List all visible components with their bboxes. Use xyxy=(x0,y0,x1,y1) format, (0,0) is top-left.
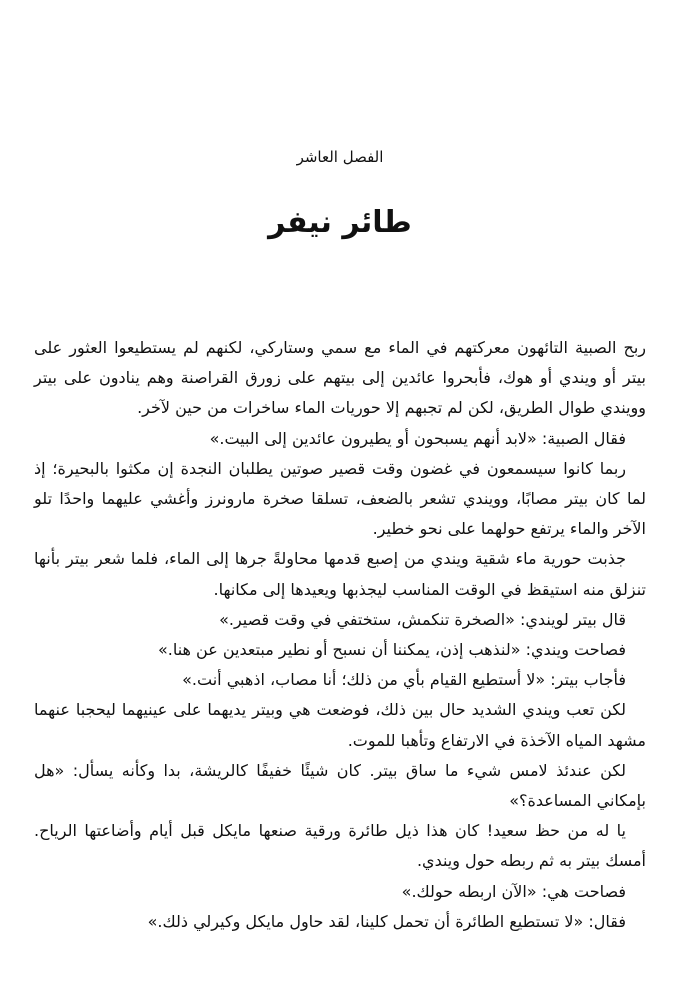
paragraph: فقال: «لا تستطيع الطائرة أن تحمل كلينا، لقد حاول مايكل وكيرلي ذلك.» xyxy=(147,911,626,931)
paragraph: ربح الصبية التائهون معركتهم في الماء مع سمي وستاركي، لكنهم لم يستطيعوا العثور على بيتر أو ويندي أو هوك، فأبحروا عائدين إلى بيتهم على زورق القراصنة وهم ينادون على بيتر وويندي طوال الطريق، لكن لم تجبهم إلا حوريات الماء ساخرات من حين لآخر. xyxy=(34,338,646,418)
paragraph: قال بيتر لويندي: «الصخرة تنكمش، ستختفي في وقت قصير.» xyxy=(219,609,626,629)
paragraph: ربما كانوا سيسمعون في غضون وقت قصير صوتين يطلبان النجدة إن مكثوا بالبحيرة؛ إذ لما كان بيتر مصابًا، وويندي تشعر بالضعف، تسلقا صخرة مارونرز وأغشي عليهما واحدًا تلو الآخر والماء يرتفع حولهما على نحو خطير. xyxy=(34,458,646,539)
paragraph: فصاحت ويندي: «لنذهب إذن، يمكننا أن نسبح أو نطير مبتعدين عن هنا.» xyxy=(157,640,626,660)
paragraph: جذبت حورية ماء شقية ويندي من إصبع قدمها محاولةً جرها إلى الماء، فلما شعر بيتر بأنها تنزلق منه استيقظ في الوقت المناسب ليجذبها ويعيدها إلى مكانها. xyxy=(34,549,646,599)
paragraph: فقال الصبية: «لابد أنهم يسبحون أو يطيرون عائدين إلى البيت.» xyxy=(209,428,626,448)
paragraph: فصاحت هي: «الآن اربطه حولك.» xyxy=(401,881,626,901)
paragraph: يا له من حظ سعيد! كان هذا ذيل طائرة ورقية صنعها مايكل قبل أيام وأضاعتها الرياح. أمسك بيتر به ثم ربطه حول ويندي. xyxy=(34,821,646,871)
chapter-label: الفصل العاشر xyxy=(296,148,384,166)
paragraph: فأجاب بيتر: «لا أستطيع القيام بأي من ذلك؛ أنا مصاب، اذهبي أنت.» xyxy=(182,670,626,690)
paragraph: لكن عندئذ لامس شيء ما ساق بيتر. كان شيئًا خفيفًا كالريشة، بدا وكأنه يسأل: «هل بإمكاني المساعدة؟» xyxy=(34,760,646,811)
paragraph: لكن تعب ويندي الشديد حال بين ذلك، فوضعت هي وبيتر يديهما على عينيهما ليحجبا عنهما مشهد المياه الآخذة في الارتفاع وتأهبا للموت. xyxy=(34,700,646,750)
chapter-body xyxy=(34,333,646,937)
chapter-title: طائر نيفر xyxy=(268,205,412,240)
